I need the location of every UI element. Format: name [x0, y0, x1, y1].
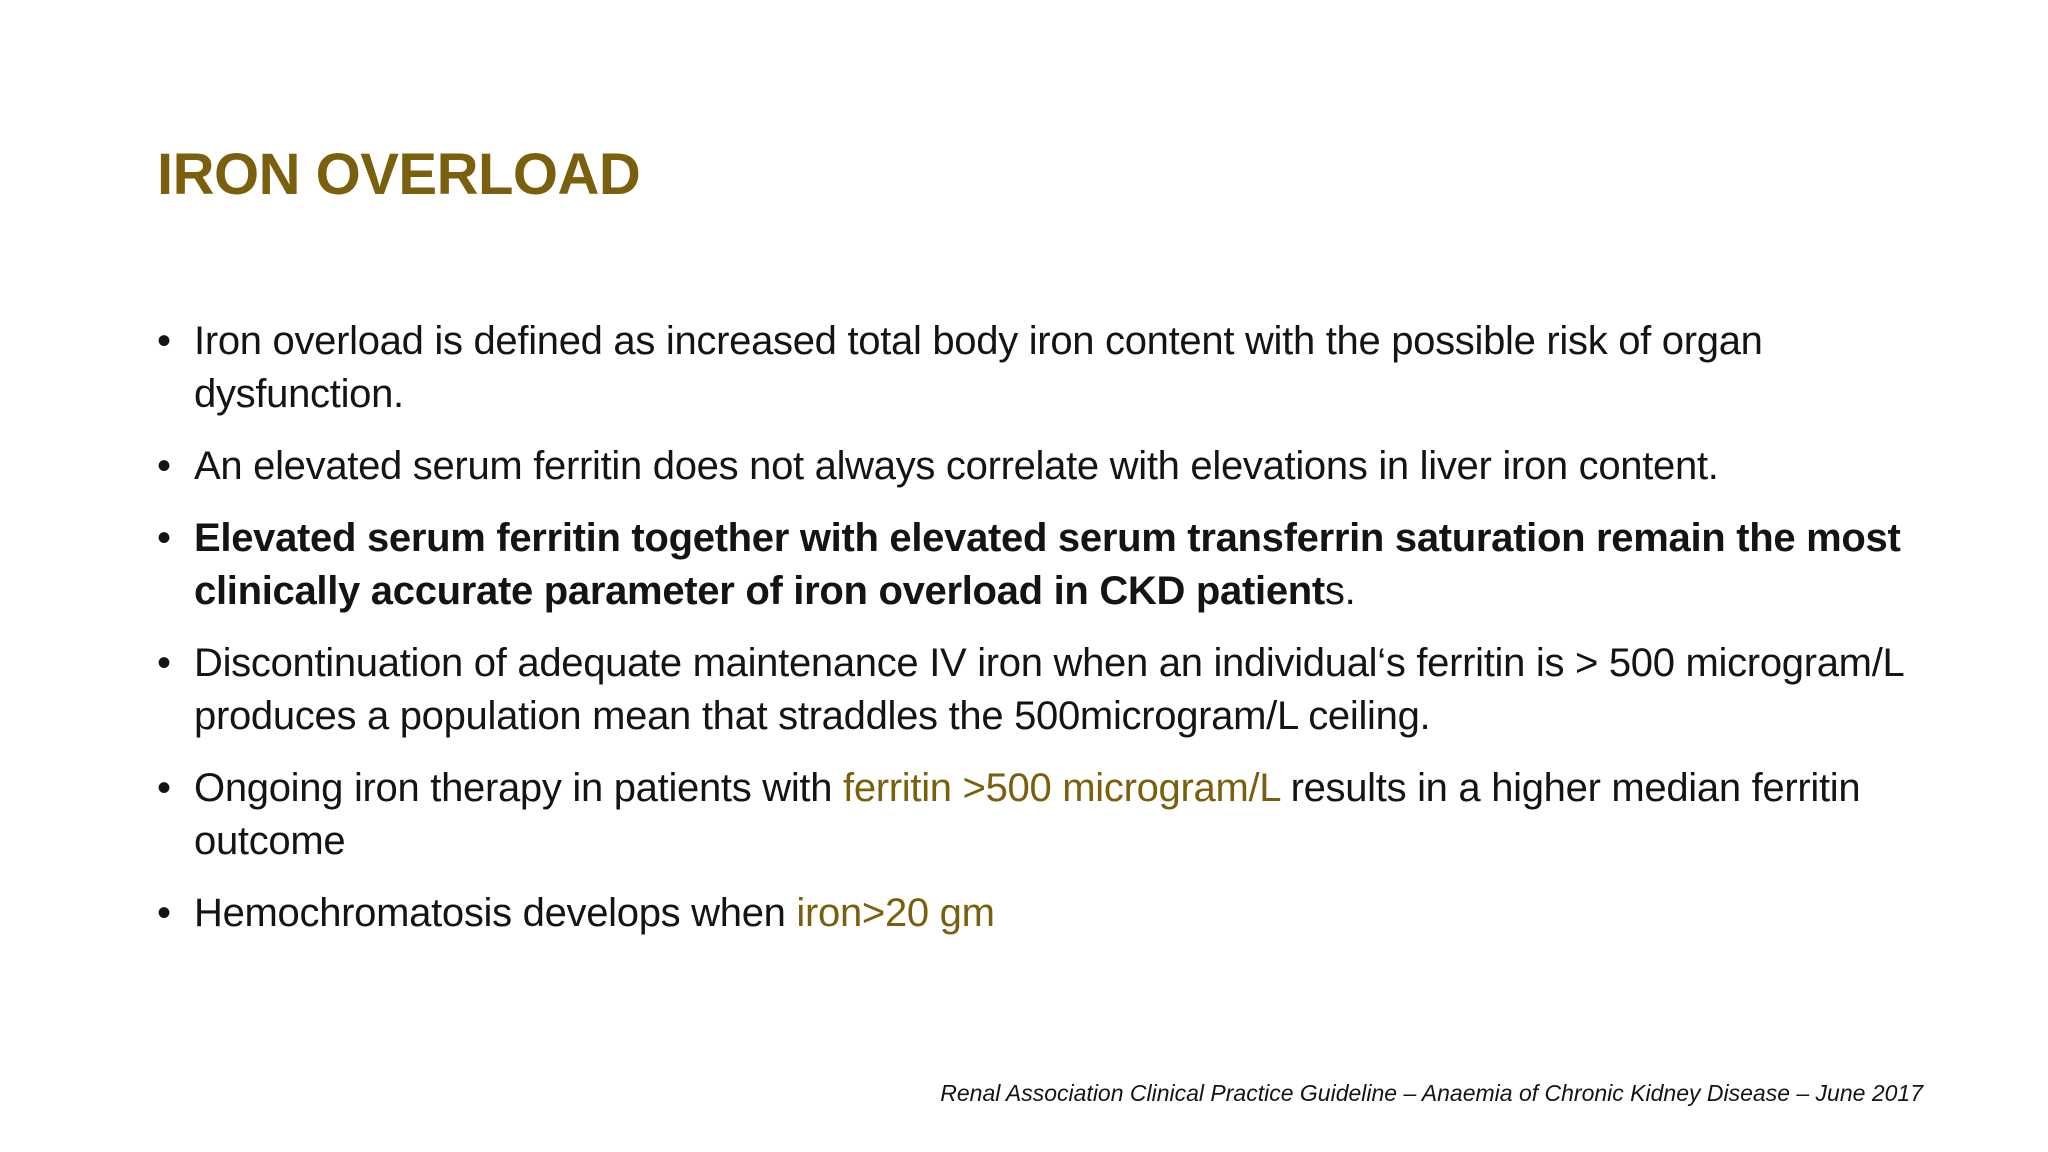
bullet-item-3: [157, 512, 1917, 618]
highlighted-text: iron>20 gm: [796, 891, 995, 935]
bullet-item-6: [157, 887, 1917, 940]
slide-title: IRON OVERLOAD: [157, 142, 641, 207]
bullet-item-1: [157, 315, 1917, 421]
bullet-dot: •: [157, 766, 171, 810]
citation-footer: Renal Association Clinical Practice Guideline – Anaemia of Chronic Kidney Disease – June 2017: [940, 1080, 1923, 1106]
bullet-item-4: [157, 637, 1917, 743]
bullet-dot: •: [157, 516, 171, 560]
bullet-text-bold: Elevated serum ferritin together with elevated serum transferrin saturation remain the most clinically accurate parameter of iron overload in CKD patient: [194, 516, 1901, 613]
bullet-text: s.: [1324, 569, 1356, 613]
bullet-dot: •: [157, 319, 171, 363]
bullet-text: Ongoing iron therapy in patients with: [194, 766, 843, 810]
bullet-text: Iron overload is defined as increased total body iron content with the possible risk of organ dysfunction.: [194, 319, 1763, 416]
bullet-text: Discontinuation of adequate maintenance IV iron when an individual‘s ferritin is > 500 microgram/L produces a population mean that straddles the 500microgram/L ceiling.: [194, 641, 1903, 738]
bullet-text: results in a higher median ferritin outcome: [194, 766, 1861, 863]
bullet-item-5: [157, 762, 1917, 868]
bullet-list: [157, 315, 1917, 940]
bullet-text: An elevated serum ferritin does not always correlate with elevations in liver iron content.: [194, 444, 1719, 488]
bullet-item-2: [157, 440, 1917, 493]
highlighted-text: ferritin >500 microgram/L: [843, 766, 1280, 810]
bullet-text: Hemochromatosis develops when: [194, 891, 797, 935]
bullet-dot: •: [157, 891, 171, 935]
bullet-dot: •: [157, 641, 171, 685]
bullet-dot: •: [157, 444, 171, 488]
